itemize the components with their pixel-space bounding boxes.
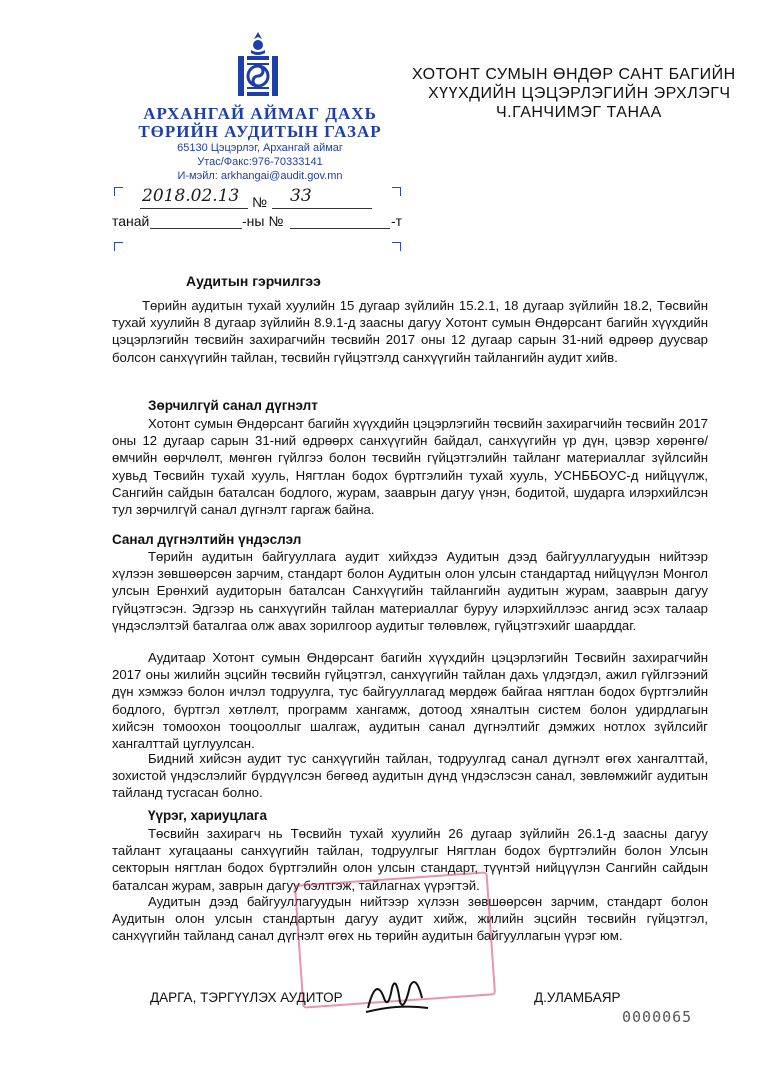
recipient-line1: ХОТОНТ СУМЫН ӨНДӨР САНТ БАГИЙН	[412, 66, 736, 83]
section2-paragraph1: Төрийн аудитын байгууллага аудит хийхдээ Аудитын дээд байгууллагуудын нийтээр хүлээн зөвшөөрсөн зарчим, стандарт болон Аудитын олон улсын стандартад нийцүүлэн Монгол улсын Ерөнхий аудиторын баталсан Санхүүгийн тайлангийн аудитын журам, зааврын дагуу гүйцэтгэсэн. Эдгээр нь санхүүгийн тайлан материаллаг буруу илэрхийллээс ангид эсэх талаар үндэслэлтэй баталгаа олж авах зорилгоор аудитыг төлөвлөж, гүйцэтгэхийг шаарддаг.	[112, 549, 708, 633]
intro-paragraph: Төрийн аудитын тухай хуулийн 15 дугаар зүйлийн 15.2.1, 18 дугаар зүйлийн 18.2, Төсвийн тухай хуулийн 8 дугаар зүйлийн 8.9.1-д заасны дагуу Хотонт сумын Өндөрсант багийн хүүхдийн цэцэрлэгийн төсвийн захирагчийн төсвийн 2017 оны 12 дугаар сарын 31-ний өдрөөр дуусвар болсон санхүүгийн тайлан, төсвийн гүйцэтгэлд санхүүгийн тайлангийн аудит хийв.	[112, 298, 708, 365]
handwritten-signature	[362, 968, 432, 1018]
number-label: №	[252, 194, 268, 210]
tanai-label: танай	[112, 213, 150, 229]
document-serial: 0000065	[622, 1008, 693, 1026]
section2-paragraph3: Бидний хийсэн аудит тус санхүүгийн тайлан, тодруулгад санал дүгнэлт өгөх хангалттай, зохистой үндэслэлийг бүрдүүлсэн бөгөөд аудитын дүнд үндэслэсэн санал, зөвлөмжийг аудитын тайланд тусгасан болно.	[112, 751, 708, 801]
section3-paragraph2: Аудитын дээд байгууллагуудын нийтээр хүлээн зөвшөөрсөн зарчим, стандарт болон Аудитын олон улсын стандартын дагуу аудит хийж, жилийн эцсийн төсвийн гүйцэтгэл, санхүүгийн тайланд санал дүгнэлт өгөх нь төрийн аудитын байгууллагын үүрэг юм.	[112, 894, 708, 944]
document-title: Аудитын гэрчилгээ	[186, 273, 321, 289]
org-address: 65130 Цэцэрлэг, Архангай аймаг	[177, 142, 343, 154]
field-corner-right	[392, 187, 401, 196]
org-name-line2: ТӨРИЙН АУДИТЫН ГАЗАР	[138, 122, 382, 141]
subject-corner-right	[392, 242, 401, 251]
t-label: -т	[391, 213, 403, 229]
signatory-name: Д.УЛАМБАЯР	[534, 990, 621, 1005]
subject-corner-left	[114, 242, 123, 251]
org-email: И-мэйл: arkhangai@audit.gov.mn	[177, 170, 343, 182]
date-underline	[140, 208, 248, 209]
recipient-line2: ХҮҮХДИЙН ЦЭЦЭРЛЭГИЙН ЭРХЛЭГЧ	[428, 85, 731, 102]
org-phone-fax: Утас/Факс:976-70333141	[197, 156, 323, 168]
recipient-line3: Ч.ГАНЧИМЭГ ТАНАА	[496, 104, 662, 121]
number-underline	[272, 208, 372, 209]
section1-heading: Зөрчилгүй санал дүгнэлт	[148, 398, 318, 413]
signatory-position: ДАРГА, ТЭРГҮҮЛЭХ АУДИТОР	[150, 990, 343, 1005]
letter-date: 2018.02.13	[142, 186, 240, 206]
section1-paragraph: Хотонт сумын Өндөрсант багийн хүүхдийн цэцэрлэгийн төсвийн захирагчийн төсвийн 2017 оны 12 дугаар сарын 31-ний өдрөөрх санхүүгийн байдал, санхүүгийн үр дүн, цэвэр хөрөнгө/өмчийн өөрчлөлт, мөнгөн гүйлгээ болон төсвийн гүйцэтгэлийн тайланг материаллаг зүйлсийн хувьд Төсвийн тухай хууль, Нягтлан бодох бүртгэлийн тухай хууль, УСНББОУС-д нийцүүлж, Сангийн сайдын баталсан бодлого, журам, зааврын дагуу үнэн, бодитой, шударга илэрхийлсэн тул зөрчилгүй санал дүгнэлт гаргаж байна.	[112, 416, 708, 518]
tanai-number-line	[290, 228, 390, 229]
section3-paragraph1: Төсвийн захирагч нь Төсвийн тухай хуулийн 26 дугаар зүйлийн 26.1-д заасны дагуу тайлант хугацааны санхүүгийн тайлан, тодруулгыг Нягтлан бодох бүртгэлийн болон Улсын секторын нягтлан бодох бүртгэлийн олон улсын стандарт, түүнтэй нийцүүлэн Сангийн сайдын баталсан журам, заврын дагуу бэлтгэж, тайлагнах үүрэгтэй.	[112, 826, 708, 893]
ny-number-label: -ны №	[242, 213, 284, 229]
field-corner-left	[114, 187, 123, 196]
section2-heading: Санал дүгнэлтийн үндэслэл	[112, 532, 302, 547]
letter-number: 33	[290, 186, 312, 206]
soyombo-emblem-icon	[230, 30, 286, 98]
section2-paragraph2: Аудитаар Хотонт сумын Өндөрсант багийн хүүхдийн цэцэрлэгийн Төсвийн захирагчийн 2017 оны жилийн эцсийн төсвийн гүйцэтгэл, санхүүгийн тайлан дахь үлдэгдэл, ажил гүйлгээний дүн хэмжээ болон ичлэл тодруулга, тус байгууллагад мөрдөж байгаа нягтлан бодох бүртгэлийн бодлого, бүртгэл хөтлөлт, программ хангамж, дотоод хяналтын систем болон удирдлагын хийсэн томоохон тооцооллыг шалгаж, аудитын санал дүгнэлтийг дэмжих нотлох зүйлсийг хангалттай цуглуулсан.	[112, 650, 708, 752]
org-name-line1: АРХАНГАЙ АЙМАГ ДАХЬ	[143, 104, 377, 123]
section3-heading: Үүрэг, хариуцлага	[148, 808, 268, 823]
tanai-date-line	[150, 228, 242, 229]
